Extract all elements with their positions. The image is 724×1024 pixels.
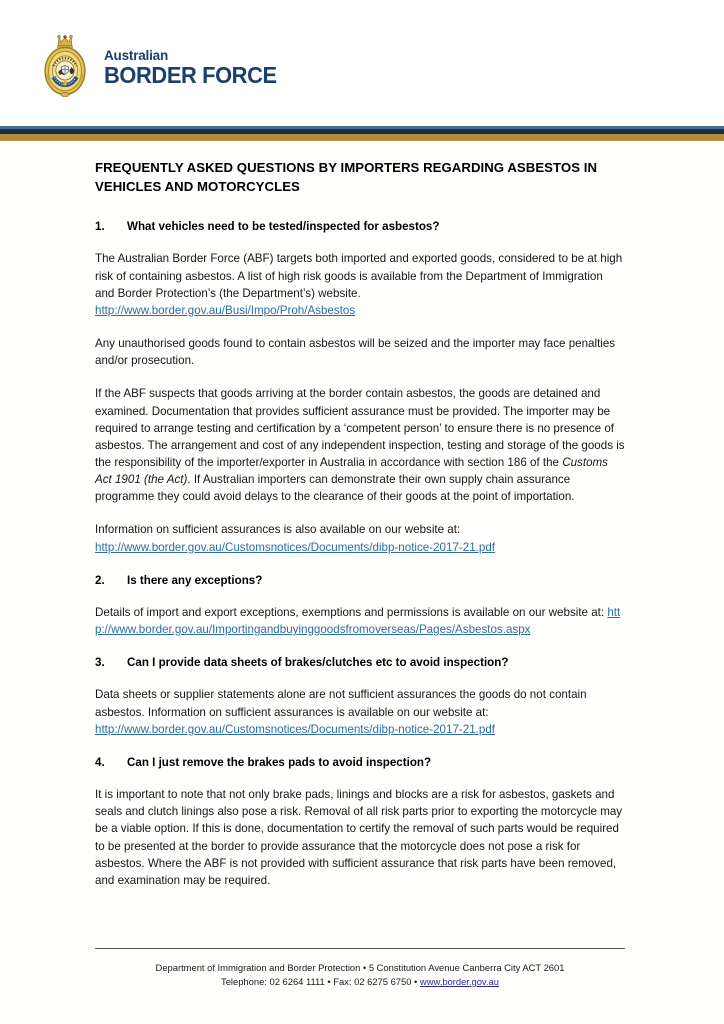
answer-paragraph-3-1: [95, 686, 625, 737]
answer-paragraph-1-1: [95, 250, 625, 319]
question-text-3: Can I provide data sheets of brakes/clutches etc to avoid inspection?: [127, 656, 509, 670]
question-heading-3: [95, 654, 625, 671]
abf-logo: [38, 34, 286, 98]
answer-text-part1: If the ABF suspects that goods arriving at the border contain asbestos, the goods are detained and examined. Documentation that provides sufficient assurance must be provided. The importer may be required to arrange testing and certification by a ‘competent person’ to ensure there is no presence of asbestos. The arrangement and cost of any independent inspection, testing and storage of the goods is the responsibility of the importer/exporter in Australia in accordance with section 186 of the: [95, 387, 625, 469]
answer-text: Information on sufficient assurances is also available on our website at:: [95, 523, 461, 537]
question-text-4: Can I just remove the brakes pads to avoid inspection?: [127, 755, 432, 769]
abf-logo-line-australian: Australian: [104, 47, 169, 63]
customs-act-citation: Customs Act 1901 (the Act): [95, 456, 608, 487]
abf-logo-line-border-force: BORDER FORCE: [104, 62, 277, 89]
divider-band-gold: [0, 134, 724, 141]
question-heading-1: [95, 218, 625, 235]
answer-paragraph-1-2: Any unauthorised goods found to contain asbestos will be seized and the importer may face penalties and/or prosecution.: [95, 337, 616, 368]
link-border-gov-au[interactable]: www.border.gov.au: [419, 976, 499, 988]
footer-address-line: Department of Immigration and Border Protection • 5 Constitution Avenue Canberra City ACT 2601: [155, 962, 565, 973]
answer-paragraph-1-4: [95, 521, 625, 555]
abf-logo-text: [104, 45, 286, 88]
answer-paragraph-2-1: [95, 604, 625, 638]
footer-phone-fax: Telephone: 02 6264 1111 • Fax: 02 6275 6750 •: [221, 976, 420, 988]
answer-text: Data sheets or supplier statements alone are not sufficient assurances the goods do not contain asbestos. Information on sufficient assurances is available on our website at:: [95, 688, 587, 719]
footer-content: [95, 961, 625, 989]
page-header: [0, 0, 724, 122]
page-title: FREQUENTLY ASKED QUESTIONS BY IMPORTERS REGARDING ASBESTOS IN VEHICLES AND MOTORCYCLES: [95, 160, 598, 195]
question-heading-4: [95, 754, 625, 771]
link-dibp-notice-2017-21-b[interactable]: http://www.border.gov.au/Customsnotices/Documents/dibp-notice-2017-21.pdf: [95, 722, 495, 736]
answer-paragraph-4-1: It is important to note that not only brake pads, linings and blocks are a risk for asbestos, gaskets and seals and clutch linings also pose a risk. Removal of all risk parts prior to exporting the motorcycle may be a viable option. If this is done, documentation to certify the removal of such parts would be required to be presented at the border to provide assurance that the motorcycle does not pose a risk for asbestos. Where the ABF is not provided with sufficient assurance that risk parts have been removed, and examination may be required.: [95, 788, 623, 887]
footer-divider: [95, 948, 625, 949]
answer-paragraph-1-3: [95, 385, 625, 505]
question-heading-2: [95, 572, 625, 589]
page-footer: [95, 948, 625, 989]
question-number-3: 3.: [95, 656, 105, 670]
answer-text-part2: . If Australian importers can demonstrate their own supply chain assurance programme they could avoid delays to the clearance of their goods at the point of importation.: [95, 473, 575, 504]
link-abf-prohibited-asbestos[interactable]: http://www.border.gov.au/Busi/Impo/Proh/Asbestos: [95, 303, 356, 317]
question-text-2: Is there any exceptions?: [127, 573, 263, 587]
link-dibp-notice-2017-21-a[interactable]: http://www.border.gov.au/Customsnotices/Documents/dibp-notice-2017-21.pdf: [95, 540, 495, 554]
header-divider-bands: [0, 126, 724, 141]
document-body: [95, 158, 625, 905]
answer-text: Details of import and export exceptions, exemptions and permissions is available on our website at:: [95, 605, 608, 619]
australian-coat-of-arms-crest-icon: [38, 34, 92, 98]
question-number-1: 1.: [95, 220, 105, 234]
question-number-4: 4.: [95, 755, 105, 769]
answer-text: The Australian Border Force (ABF) targets both imported and exported goods, considered to be at high risk of containing asbestos. A list of high risk goods is available from the Department of Immigration and Border Protection’s (the Department’s) website.: [95, 252, 623, 300]
question-text-1: What vehicles need to be tested/inspected for asbestos?: [127, 220, 440, 234]
question-number-2: 2.: [95, 573, 105, 587]
footer-contact-line: [95, 975, 625, 989]
link-importing-goods-asbestos[interactable]: http://www.border.gov.au/Importingandbuyinggoodsfromoverseas/Pages/Asbestos.aspx: [95, 605, 621, 637]
